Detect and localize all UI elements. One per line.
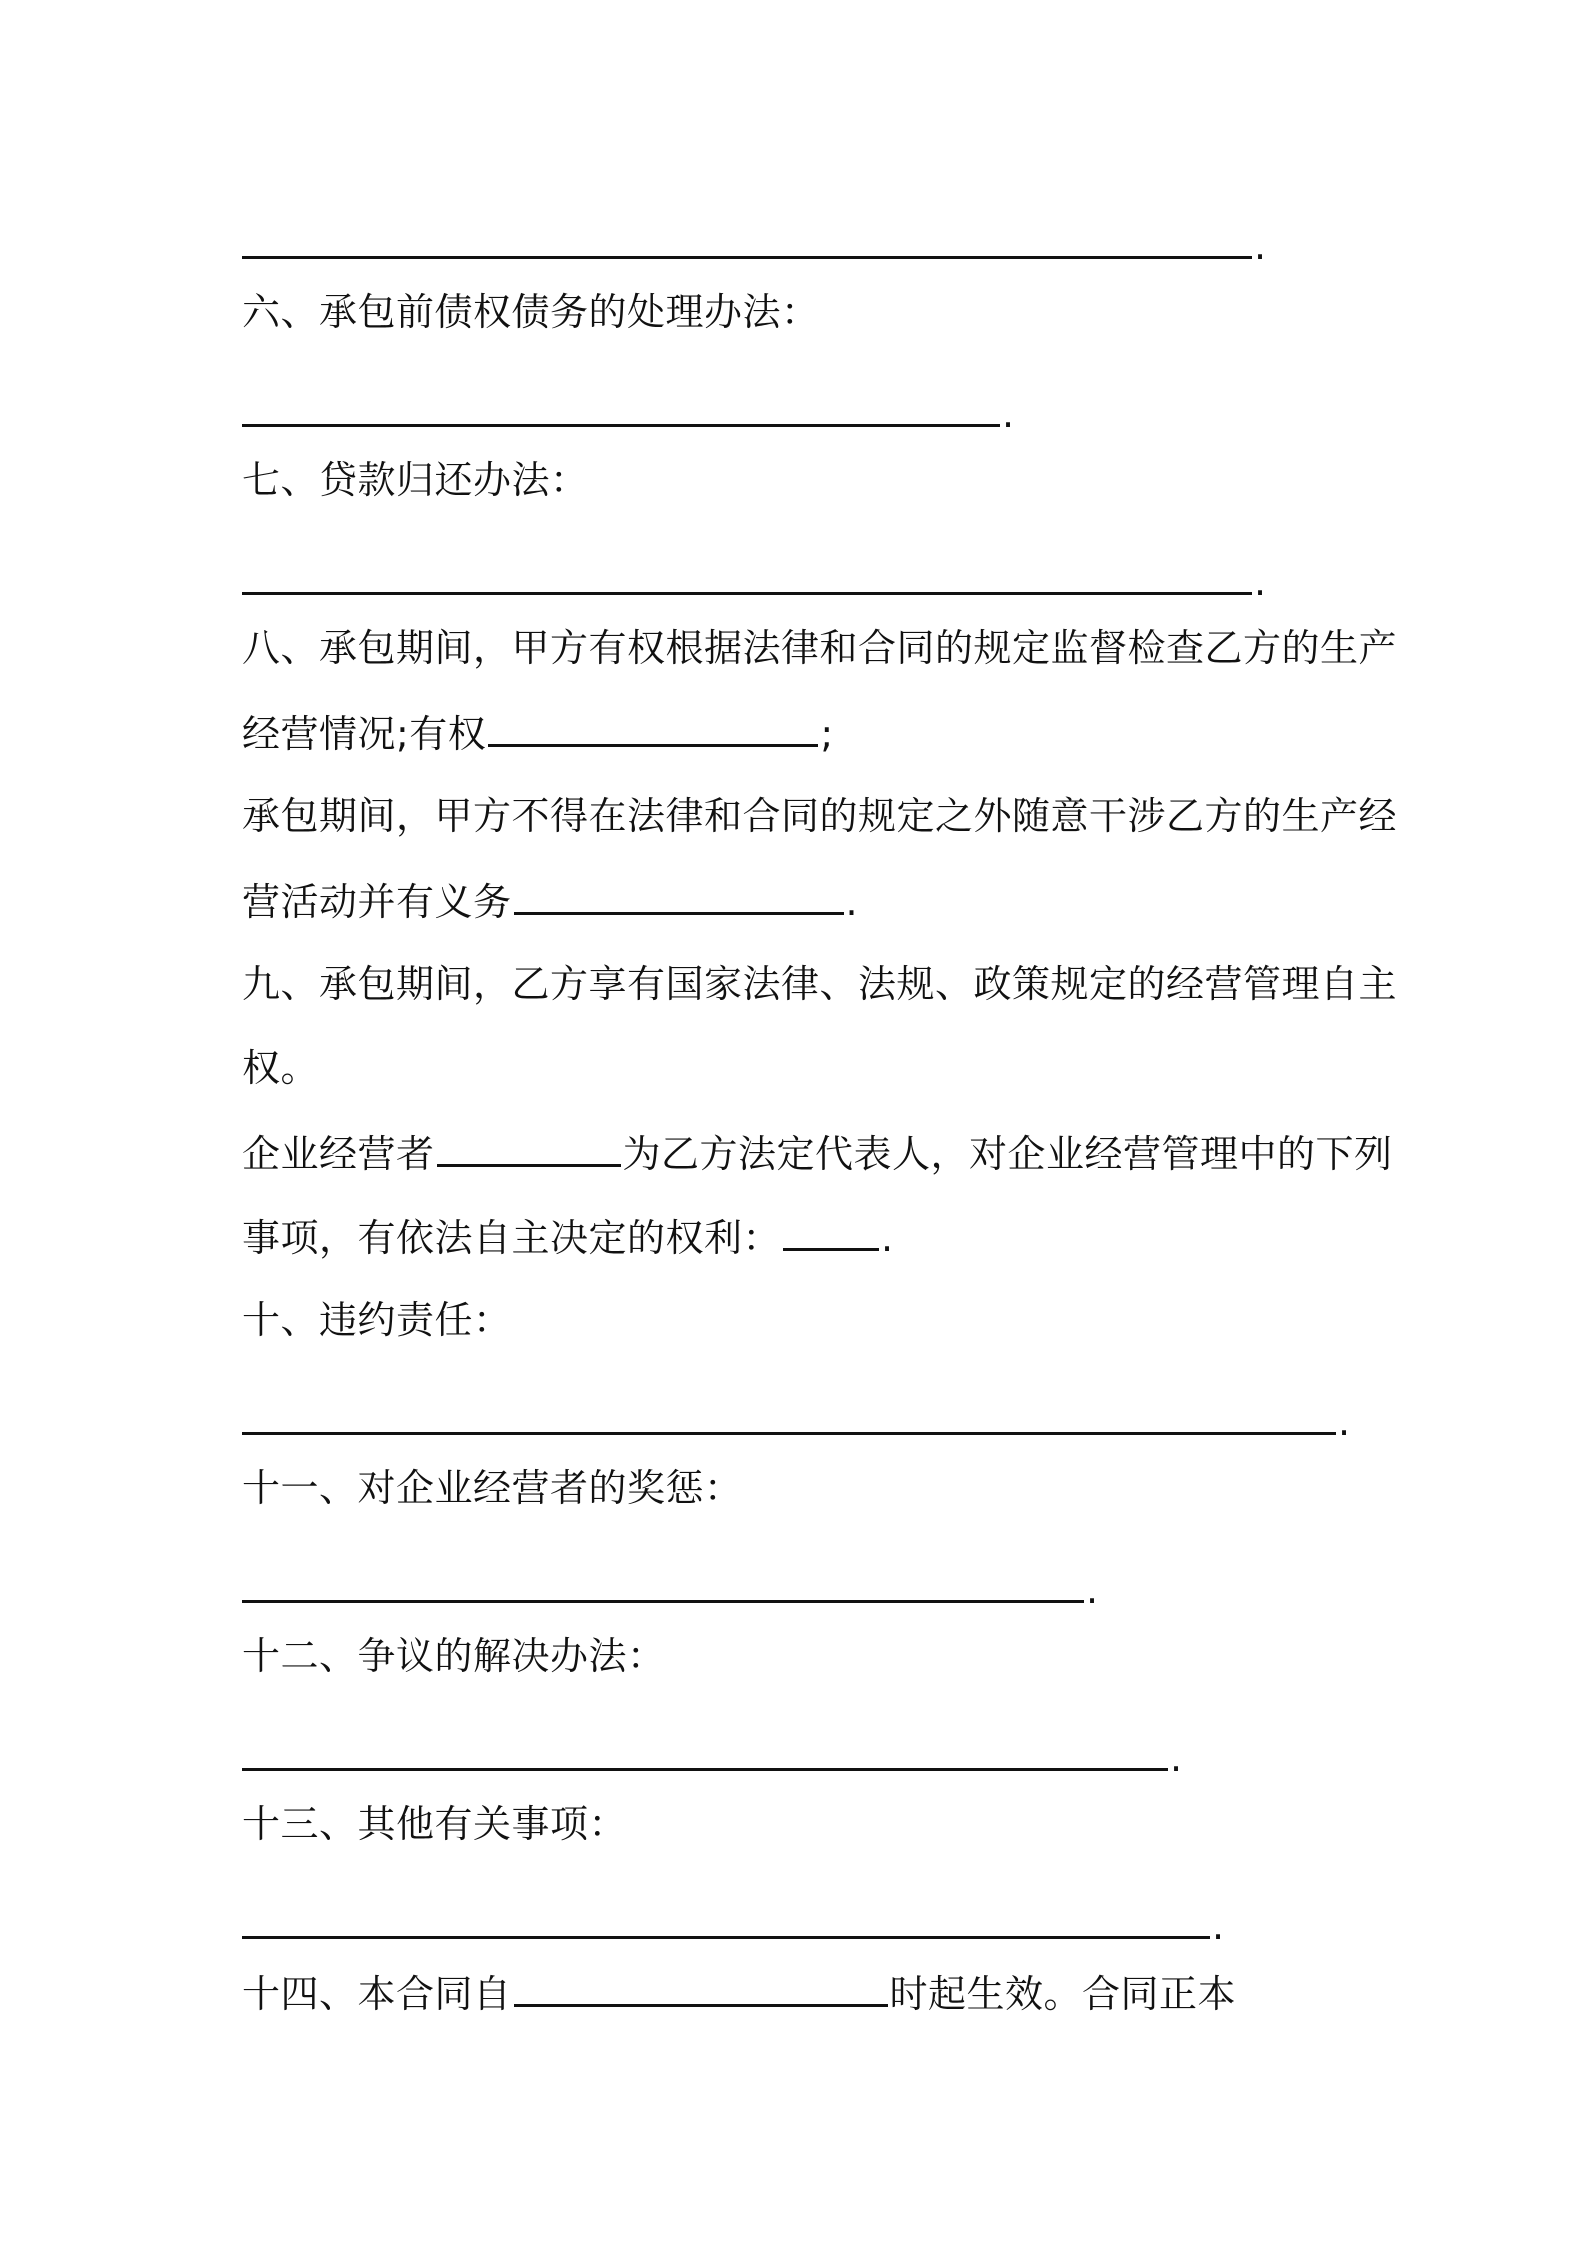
text: 企业经营者 [242,1132,435,1176]
period: . [1254,224,1267,268]
paragraph-section-8-line-4 [242,876,858,924]
text: 十四、本合同自 [242,1972,512,2016]
period: . [845,880,859,924]
blank-line-section-6 [242,388,1015,436]
heading-section-13: 十三、其他有关事项： [242,1802,628,1846]
blank-line-section-5 [242,220,1267,268]
fill-blank[interactable] [437,1128,621,1167]
heading-section-6: 六、承包前债权债务的处理办法： [242,290,820,334]
period: . [1002,392,1015,436]
paragraph-section-14-line-1 [242,1968,1236,2016]
period: . [1338,1400,1351,1444]
paragraph-section-9-line-1: 九、承包期间，乙方享有国家法律、法规、政策规定的经营管理自主 [242,962,1398,1006]
text: 事项，有依法自主决定的权利： [242,1216,782,1260]
semicolon: ; [820,712,834,756]
fill-blank[interactable] [242,388,1000,427]
fill-blank[interactable] [242,1564,1084,1603]
period: . [1254,560,1267,604]
fill-blank[interactable] [242,1732,1168,1771]
blank-line-section-12 [242,1732,1183,1780]
paragraph-section-9-line-2: 权。 [242,1046,320,1090]
paragraph-section-8-line-2 [242,708,834,756]
heading-section-10: 十、违约责任： [242,1298,512,1342]
blank-line-section-10 [242,1396,1351,1444]
blank-line-section-7 [242,556,1267,604]
fill-blank[interactable] [488,708,818,747]
paragraph-section-9-line-3 [242,1128,1393,1176]
fill-blank[interactable] [242,220,1252,259]
fill-blank[interactable] [514,1968,888,2007]
fill-blank[interactable] [242,556,1252,595]
text: 营活动并有义务 [242,880,512,924]
fill-blank[interactable] [242,1900,1210,1939]
text: 为乙方法定代表人，对企业经营管理中的下列 [622,1132,1393,1176]
heading-section-11: 十一、对企业经营者的奖惩： [242,1466,743,1510]
fill-blank[interactable] [783,1212,879,1251]
paragraph-section-9-line-4 [242,1212,894,1260]
fill-blank[interactable] [514,876,844,915]
heading-section-12: 十二、争议的解决办法： [242,1634,666,1678]
period: . [1086,1568,1099,1612]
period: . [1170,1736,1183,1780]
text: 时起生效。合同正本 [889,1972,1237,2016]
heading-section-7: 七、贷款归还办法： [242,458,589,502]
fill-blank[interactable] [242,1396,1336,1435]
blank-line-section-13 [242,1900,1225,1948]
paragraph-section-8-line-3: 承包期间，甲方不得在法律和合同的规定之外随意干涉乙方的生产经 [242,794,1398,838]
document-page [242,0,1398,2244]
paragraph-section-8-line-1: 八、承包期间，甲方有权根据法律和合同的规定监督检查乙方的生产 [242,626,1398,670]
text: 经营情况;有权 [242,712,487,756]
blank-line-section-11 [242,1564,1099,1612]
period: . [881,1216,894,1260]
period: . [1212,1904,1225,1948]
